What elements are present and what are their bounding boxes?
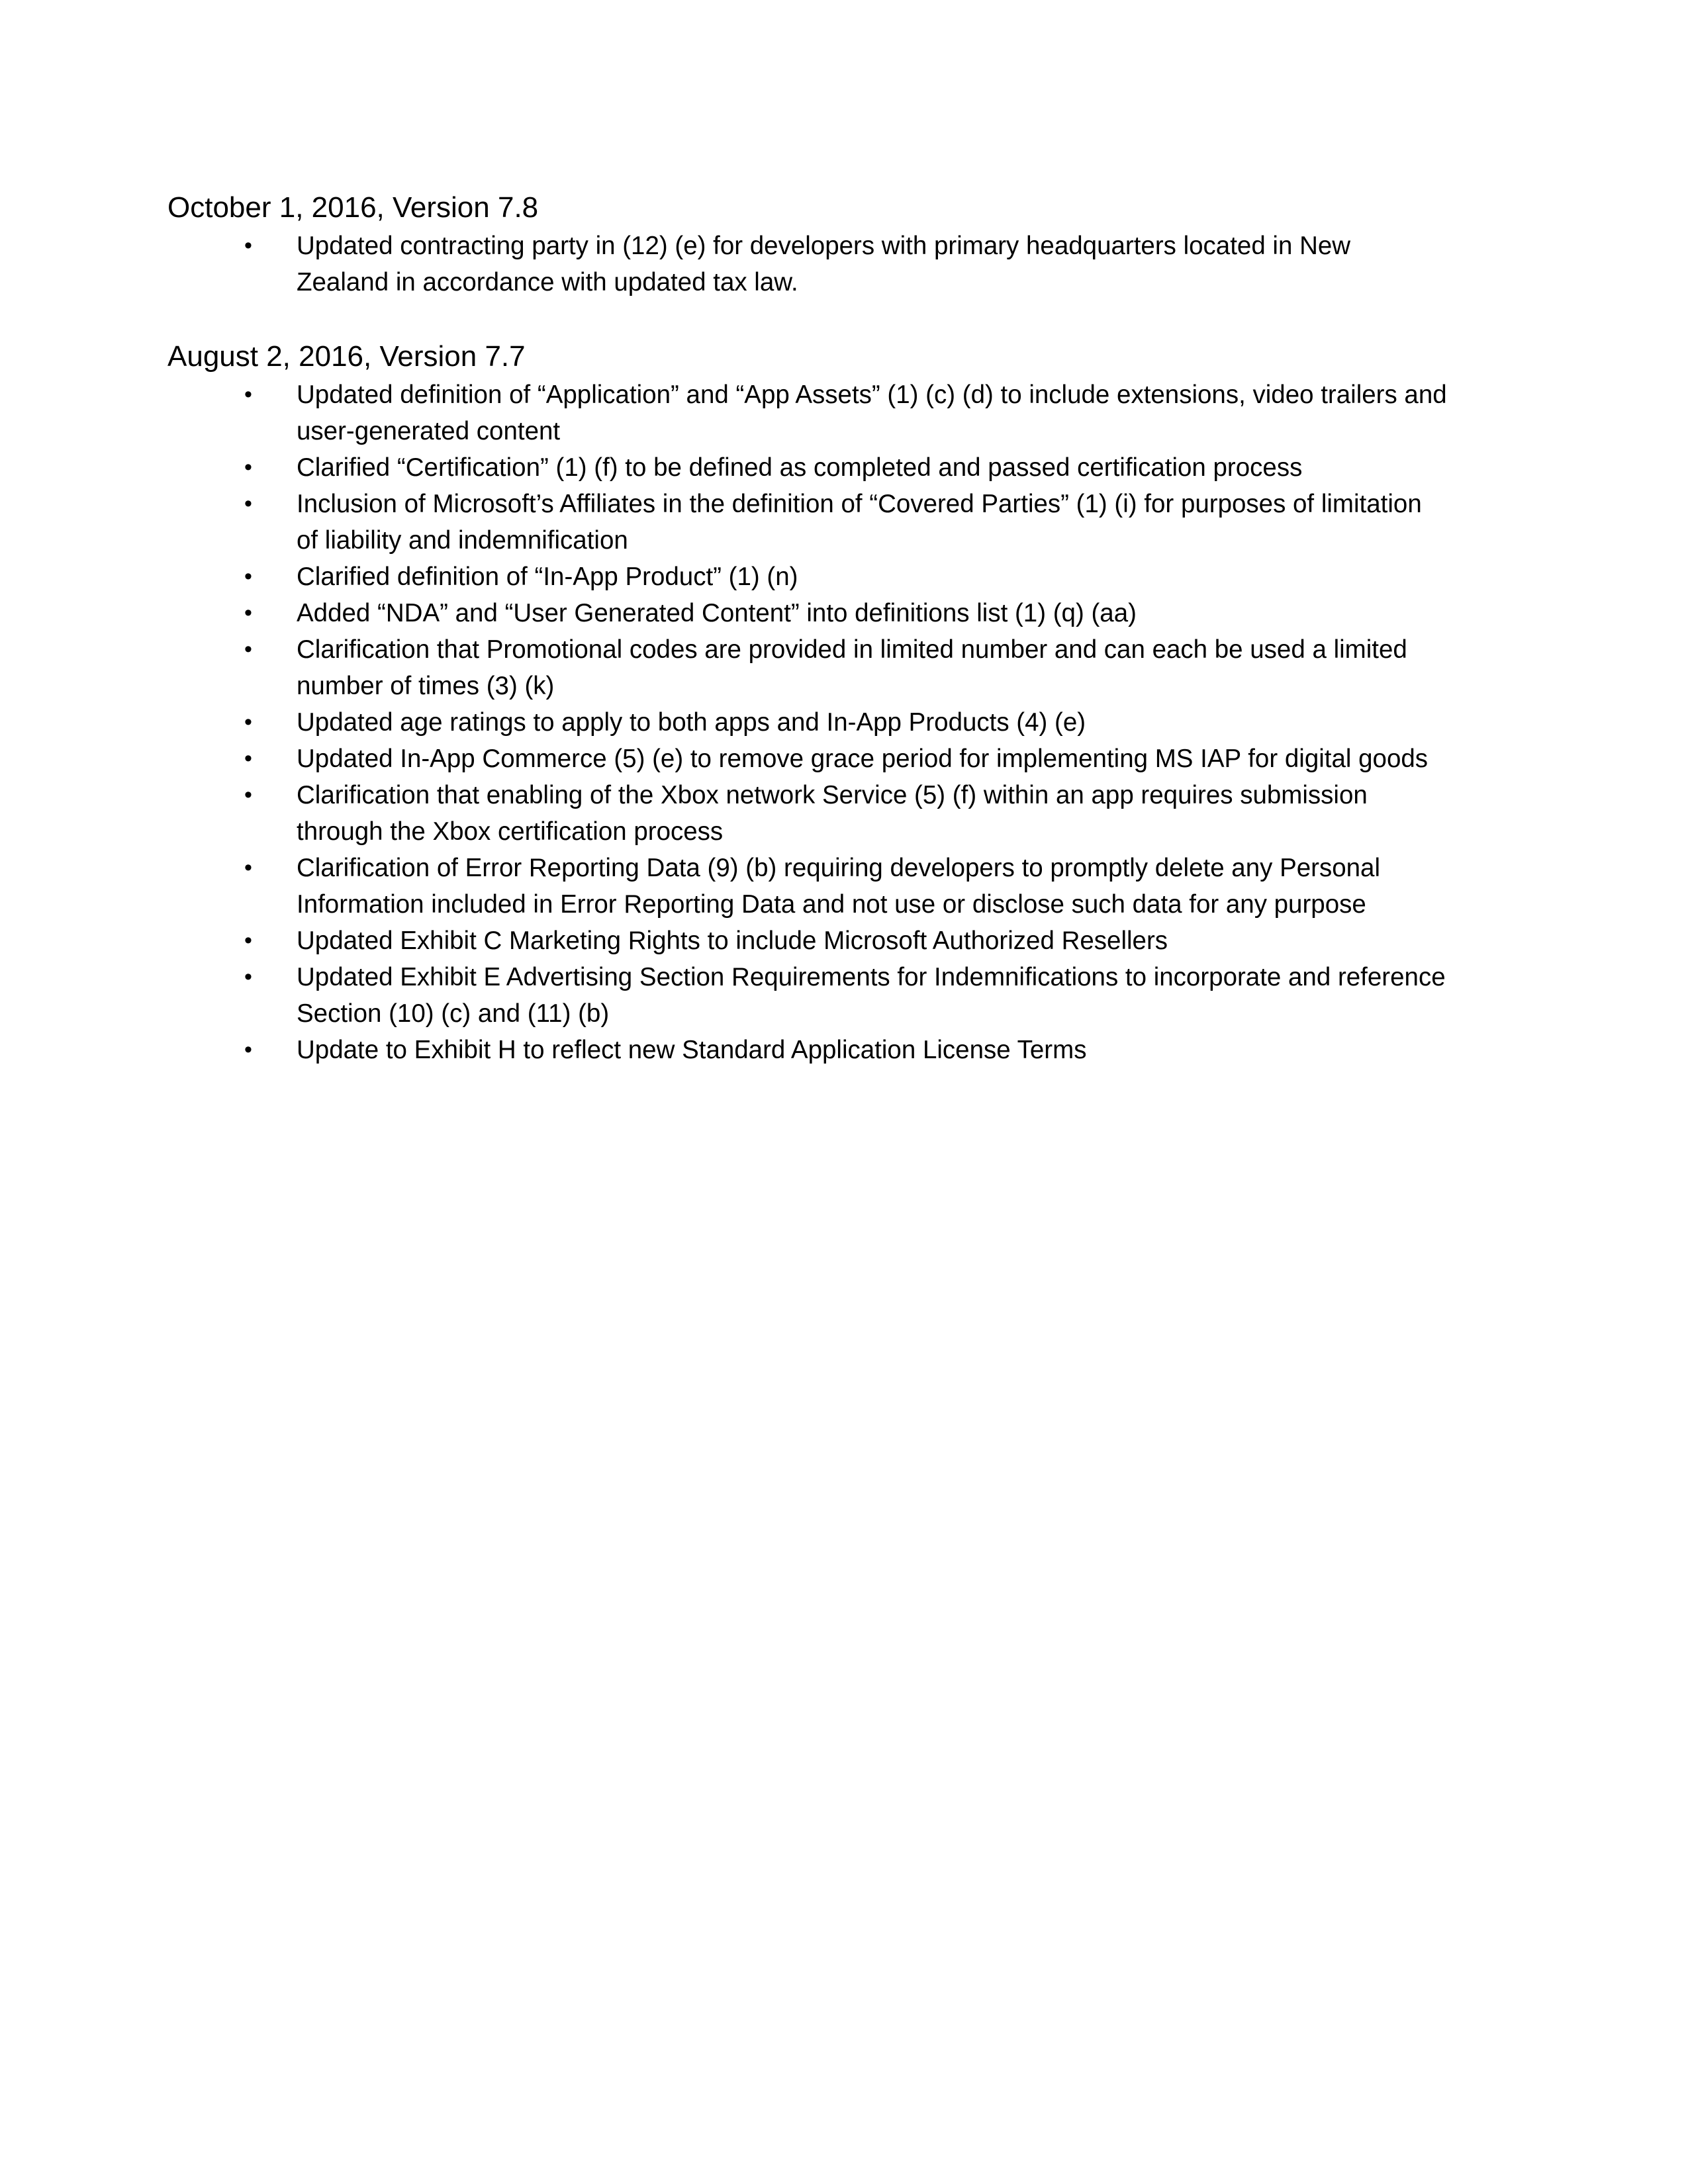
section-heading: August 2, 2016, Version 7.7 (167, 340, 526, 373)
bullet-icon: • (244, 928, 252, 953)
bullet-icon: • (244, 964, 252, 989)
list-item (167, 559, 1448, 595)
list-item (167, 377, 1448, 449)
list-item (167, 595, 1448, 631)
bullet-icon: • (244, 233, 252, 258)
list-item (167, 486, 1448, 559)
list-item (167, 959, 1448, 1032)
bullet-icon: • (244, 855, 252, 880)
bullet-icon: • (244, 564, 252, 589)
list-item-text: Clarification of Error Reporting Data (9) (b) requiring developers to promptly delete any Personal Information included in Error Reporting Data and not use or disclose such data for any purpose (297, 854, 1381, 919)
list-item-text: Updated In-App Commerce (5) (e) to remove grace period for implementing MS IAP for digital goods (297, 745, 1429, 773)
list-item-text: Updated age ratings to apply to both apps and In-App Products (4) (e) (297, 708, 1086, 737)
list-item (167, 631, 1448, 704)
list-item-text: Inclusion of Microsoft’s Affiliates in the definition of “Covered Parties” (1) (i) for purposes of limitation of liability and indemnification (297, 490, 1422, 555)
list-item (167, 777, 1448, 850)
list-item-text: Updated Exhibit E Advertising Section Requirements for Indemnifications to incorporate and reference Section (10) (c) and (11) (b) (297, 963, 1446, 1028)
list-item-text: Updated Exhibit C Marketing Rights to include Microsoft Authorized Resellers (297, 927, 1168, 955)
list-item-text: Clarification that Promotional codes are provided in limited number and can each be used a limited number of times (3) (k) (297, 635, 1407, 700)
change-list (167, 377, 1447, 1068)
bullet-icon: • (244, 491, 252, 516)
section-heading: October 1, 2016, Version 7.8 (167, 191, 539, 224)
list-item (167, 1032, 1448, 1068)
bullet-icon: • (244, 455, 252, 480)
list-item-text: Updated contracting party in (12) (e) for developers with primary headquarters located in New Zealand in accordance with updated tax law. (297, 232, 1351, 296)
list-item-text: Updated definition of “Application” and “App Assets” (1) (c) (d) to include extensions, video trailers and user-generated content (297, 381, 1447, 445)
list-item-text: Clarification that enabling of the Xbox network Service (5) (f) within an app requires submission through the Xbox certification process (297, 781, 1368, 846)
bullet-icon: • (244, 637, 252, 662)
list-item (167, 449, 1448, 486)
change-list (167, 228, 1425, 300)
list-item-text: Clarified “Certification” (1) (f) to be defined as completed and passed certification process (297, 453, 1303, 482)
list-item (167, 850, 1448, 923)
bullet-icon: • (244, 1037, 252, 1062)
list-item-text: Update to Exhibit H to reflect new Standard Application License Terms (297, 1036, 1087, 1064)
list-item (167, 704, 1448, 741)
list-item (167, 741, 1448, 777)
version-section (167, 337, 1447, 1068)
list-item (167, 228, 1448, 300)
version-section (167, 188, 1425, 300)
list-item (167, 923, 1448, 959)
bullet-icon: • (244, 382, 252, 407)
bullet-icon: • (244, 746, 252, 771)
bullet-icon: • (244, 782, 252, 807)
bullet-icon: • (244, 709, 252, 735)
list-item-text: Added “NDA” and “User Generated Content” into definitions list (1) (q) (aa) (297, 599, 1137, 627)
list-item-text: Clarified definition of “In-App Product” (1) (n) (297, 563, 798, 591)
bullet-icon: • (244, 600, 252, 625)
